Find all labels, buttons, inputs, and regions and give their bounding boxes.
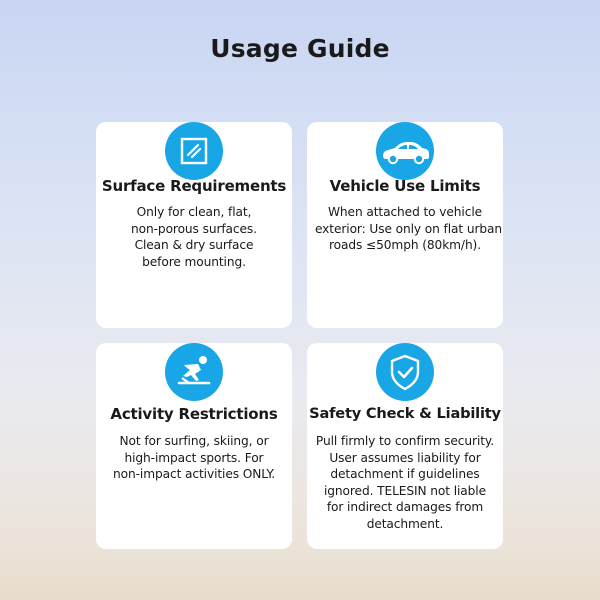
card-vehicle-use-limits <box>307 122 503 328</box>
car-icon <box>376 122 434 180</box>
card-description: Not for surfing, skiing, or high-impact sports. For non-impact activities ONLY. <box>113 434 275 481</box>
card-title: Safety Check & Liability <box>309 405 501 422</box>
skier-icon <box>165 343 223 401</box>
card-title: Vehicle Use Limits <box>329 177 481 195</box>
shield-check-icon <box>376 343 434 401</box>
card-description: Only for clean, flat, non-porous surfaces. Clean & dry surface before mounting. <box>131 205 257 269</box>
page-title: Usage Guide <box>210 34 390 63</box>
glass-surface-icon <box>165 122 223 180</box>
card-description: Pull firmly to confirm security. User assumes liability for detachment if guidelines ignored. TELESIN not liable for indirect damages from detachment. <box>315 434 495 531</box>
card-activity-restrictions <box>96 343 292 549</box>
card-safety-check-liability <box>307 343 503 549</box>
card-surface-requirements <box>96 122 292 328</box>
card-title: Surface Requirements <box>101 177 287 195</box>
card-description: When attached to vehicle exterior: Use only on flat urban roads ≤50mph (80km/h). <box>315 205 503 252</box>
card-title: Activity Restrictions <box>110 405 278 423</box>
